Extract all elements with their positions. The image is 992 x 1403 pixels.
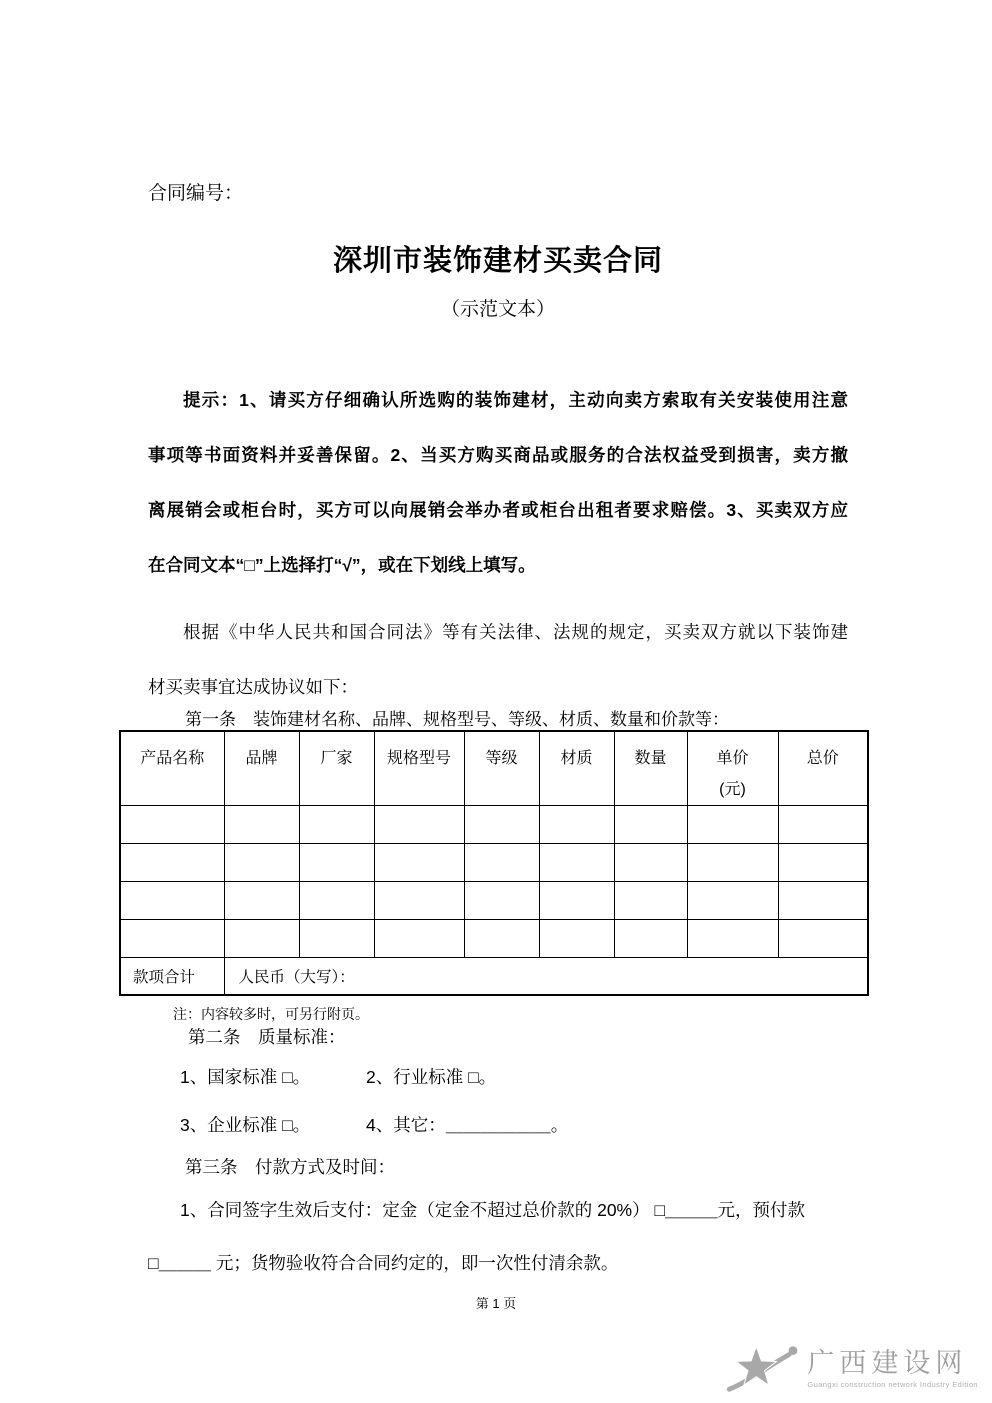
watermark xyxy=(725,1339,978,1397)
table-row xyxy=(120,882,868,920)
article2-heading: 第二条 质量标准： xyxy=(188,1027,346,1047)
notice-line-4: 在合同文本“□”上选择打“√”，或在下划线上填写。 xyxy=(148,555,536,575)
table-empty-cell xyxy=(224,806,299,844)
payment-line-2: □＿＿＿ 元；货物验收符合合同约定的，即一次性付清余款。 xyxy=(148,1253,619,1273)
table-empty-cell xyxy=(224,920,299,958)
table-total-row xyxy=(120,958,868,996)
table-empty-cell xyxy=(464,806,539,844)
table-empty-cell xyxy=(374,806,464,844)
table-row xyxy=(120,920,868,958)
table-empty-cell xyxy=(778,882,868,920)
table-row xyxy=(120,806,868,844)
table-empty-cell xyxy=(614,844,687,882)
quality-standard-row-1 xyxy=(180,1064,848,1090)
table-empty-cell xyxy=(778,844,868,882)
notice-line-3: 离展销会或柜台时，买方可以向展销会举办者或柜台出租者要求赔偿。3、买卖双方应 xyxy=(148,500,848,520)
table-empty-cell xyxy=(464,844,539,882)
contract-number-label: 合同编号： xyxy=(148,182,244,204)
header-unit-price-line1: 单价 xyxy=(716,750,749,767)
article3-heading: 第三条 付款方式及时间： xyxy=(185,1157,395,1177)
standard-item-enterprise: 3、企业标准 □。 xyxy=(180,1115,311,1135)
total-label-cell: 款项合计 xyxy=(120,958,224,996)
intro-line-1: 根据《中华人民共和国合同法》等有关法律、法规的规定，买卖双方就以下装饰建 xyxy=(183,622,848,642)
header-brand: 品牌 xyxy=(224,731,299,806)
table-empty-cell xyxy=(374,920,464,958)
table-empty-cell xyxy=(778,920,868,958)
table-empty-cell xyxy=(120,806,224,844)
header-manufacturer: 厂家 xyxy=(299,731,374,806)
table-empty-cell xyxy=(464,882,539,920)
table-empty-cell xyxy=(299,844,374,882)
table-empty-cell xyxy=(687,882,778,920)
total-value-cell: 人民币（大写）： xyxy=(224,958,868,996)
table-empty-cell xyxy=(687,920,778,958)
intro-line-2: 材买卖事宜达成协议如下： xyxy=(148,677,358,697)
header-product-name: 产品名称 xyxy=(120,731,224,806)
table-empty-cell xyxy=(299,920,374,958)
table-empty-cell xyxy=(539,844,614,882)
table-empty-cell xyxy=(120,844,224,882)
header-grade: 等级 xyxy=(464,731,539,806)
table-empty-cell xyxy=(464,920,539,958)
table-empty-cell xyxy=(539,882,614,920)
table-empty-cell xyxy=(224,844,299,882)
star-logo-icon xyxy=(725,1339,803,1397)
table-empty-cell xyxy=(687,844,778,882)
table-empty-cell xyxy=(299,806,374,844)
table-empty-cell xyxy=(539,920,614,958)
table-empty-cell xyxy=(778,806,868,844)
table-empty-cell xyxy=(539,806,614,844)
header-total-price: 总价 xyxy=(778,731,868,806)
buyer-notice-paragraph xyxy=(148,373,848,593)
header-quantity: 数量 xyxy=(614,731,687,806)
table-empty-cell xyxy=(299,882,374,920)
standard-item-other: 4、其它：＿＿＿＿＿＿。 xyxy=(366,1115,569,1135)
document-content xyxy=(133,0,848,1276)
table-header-row xyxy=(120,731,868,806)
table-empty-cell xyxy=(224,882,299,920)
attachment-note: 注：内容较多时，可另行附页。 xyxy=(173,1006,369,1022)
document-subtitle: （示范文本） xyxy=(440,299,555,320)
header-unit-price xyxy=(687,731,778,806)
table-empty-cell xyxy=(614,806,687,844)
materials-table xyxy=(119,730,869,996)
document-title: 深圳市装饰建材买卖合同 xyxy=(332,245,663,277)
watermark-site-subtitle: Guangxi construction network Industry Edition xyxy=(807,1379,978,1389)
table-empty-cell xyxy=(120,882,224,920)
standard-item-industry: 2、行业标准 □。 xyxy=(366,1067,497,1087)
intro-paragraph xyxy=(148,605,848,715)
header-spec-model: 规格型号 xyxy=(374,731,464,806)
article1-heading: 第一条 装饰建材名称、品牌、规格型号、等级、材质、数量和价款等： xyxy=(185,710,729,729)
watermark-site-name: 广西建设网 xyxy=(807,1347,968,1378)
standard-item-national: 1、国家标准 □。 xyxy=(180,1067,311,1087)
header-unit-price-line2: (元) xyxy=(719,781,746,798)
table-empty-cell xyxy=(614,920,687,958)
watermark-text xyxy=(807,1348,978,1389)
quality-standard-row-2 xyxy=(180,1112,848,1138)
notice-line-2: 事项等书面资料并妥善保留。2、当买方购买商品或服务的合法权益受到损害，卖方撤 xyxy=(148,445,848,465)
table-empty-cell xyxy=(687,806,778,844)
table-empty-cell xyxy=(374,882,464,920)
header-material: 材质 xyxy=(539,731,614,806)
table-empty-cell xyxy=(374,844,464,882)
table-empty-cell xyxy=(120,920,224,958)
table-row xyxy=(120,844,868,882)
payment-line-1: 1、合同签字生效后支付：定金（定金不超过总价款的 20%） □＿＿＿元，预付款 xyxy=(180,1200,806,1220)
notice-line-1: 提示：1、请买方仔细确认所选购的装饰建材，主动向卖方索取有关安装使用注意 xyxy=(183,390,848,410)
page-number: 第 1 页 xyxy=(475,1296,517,1311)
table-empty-cell xyxy=(614,882,687,920)
